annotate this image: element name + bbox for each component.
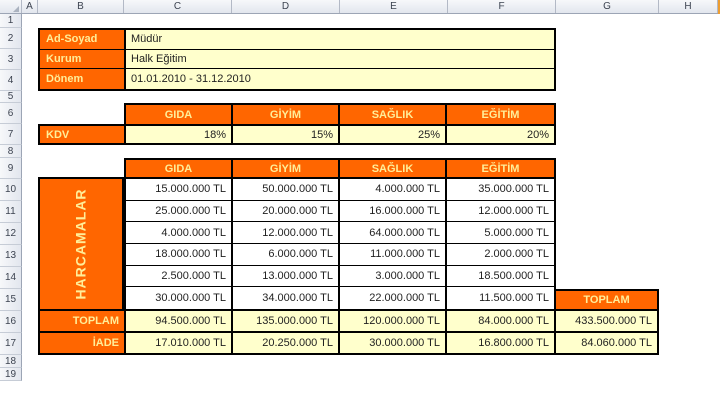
- expense-cell-r1c1[interactable]: 15.000.000 TL: [126, 179, 233, 201]
- expense-cell-r6c1[interactable]: 30.000.000 TL: [126, 287, 233, 309]
- row-header-1[interactable]: 1: [0, 14, 22, 28]
- iade-giyim[interactable]: 20.250.000 TL: [233, 333, 340, 353]
- row-header-4[interactable]: 4: [0, 70, 22, 91]
- row-header-10[interactable]: 10: [0, 179, 22, 201]
- info-row: [40, 30, 554, 50]
- kdv-rate-egitim[interactable]: 20%: [447, 126, 554, 143]
- iade-row: [38, 331, 556, 355]
- row-header-13[interactable]: 13: [0, 245, 22, 267]
- kdv-header-giyim[interactable]: GİYİM: [233, 105, 340, 124]
- column-header-C[interactable]: C: [124, 0, 232, 13]
- expense-cell-r1c4[interactable]: 35.000.000 TL: [447, 179, 554, 201]
- expense-header-row: [124, 158, 556, 179]
- kdv-header-saglik[interactable]: SAĞLIK: [340, 105, 447, 124]
- row-header-9[interactable]: 9: [0, 158, 22, 179]
- column-header-H[interactable]: H: [659, 0, 718, 13]
- toplam-gida[interactable]: 94.500.000 TL: [126, 311, 233, 331]
- expense-cell-r2c2[interactable]: 20.000.000 TL: [233, 201, 340, 223]
- grand-total-header-label: TOPLAM: [583, 294, 630, 306]
- kdv-rate-row: [38, 124, 556, 145]
- kdv-rate-gida[interactable]: 18%: [126, 126, 233, 143]
- row-header-17[interactable]: 17: [0, 333, 22, 355]
- kdv-header-egitim[interactable]: EĞİTİM: [481, 108, 520, 121]
- expense-cell-r6c3[interactable]: 22.000.000 TL: [340, 287, 447, 309]
- kurum-value[interactable]: Halk Eğitim: [131, 52, 187, 65]
- kdv-rate-saglik[interactable]: 25%: [340, 126, 447, 143]
- row-header-2[interactable]: 2: [0, 28, 22, 49]
- info-row: [40, 50, 554, 70]
- row-header-6[interactable]: 6: [0, 103, 22, 124]
- iade-egitim[interactable]: 16.800.000 TL: [447, 333, 554, 353]
- kdv-header-row: [124, 103, 556, 126]
- row-header-19[interactable]: 19: [0, 368, 22, 381]
- expense-header-giyim[interactable]: GİYİM: [233, 160, 340, 177]
- expense-cell-r4c3[interactable]: 11.000.000 TL: [340, 244, 447, 266]
- expense-cell-r3c2[interactable]: 12.000.000 TL: [233, 222, 340, 244]
- expense-header-egitim[interactable]: EĞİTİM: [481, 162, 520, 175]
- row-header-12[interactable]: 12: [0, 223, 22, 245]
- row-header-18[interactable]: 18: [0, 355, 22, 368]
- expense-cell-r4c2[interactable]: 6.000.000 TL: [233, 244, 340, 266]
- row-header-14[interactable]: 14: [0, 267, 22, 289]
- expense-cell-r5c2[interactable]: 13.000.000 TL: [233, 266, 340, 288]
- toplam-row: [38, 309, 556, 333]
- column-header-A[interactable]: A: [22, 0, 38, 13]
- column-header-G[interactable]: G: [556, 0, 659, 13]
- expense-cell-r3c4[interactable]: 5.000.000 TL: [447, 222, 554, 244]
- expense-cell-r3c1[interactable]: 4.000.000 TL: [126, 222, 233, 244]
- harcamalar-merged-cell[interactable]: [38, 177, 124, 311]
- expense-data-grid: [124, 177, 556, 311]
- iade-gida[interactable]: 17.010.000 TL: [126, 333, 233, 353]
- donem-value[interactable]: 01.01.2010 - 31.12.2010: [131, 73, 251, 86]
- expense-cell-r2c4[interactable]: 12.000.000 TL: [447, 201, 554, 223]
- expense-cell-r5c1[interactable]: 2.500.000 TL: [126, 266, 233, 288]
- expense-cell-r4c4[interactable]: 2.000.000 TL: [447, 244, 554, 266]
- expense-cell-r1c3[interactable]: 4.000.000 TL: [340, 179, 447, 201]
- column-header-D[interactable]: D: [232, 0, 340, 13]
- column-header-F[interactable]: F: [448, 0, 556, 13]
- column-header-strip: [0, 0, 718, 14]
- expense-cell-r3c3[interactable]: 64.000.000 TL: [340, 222, 447, 244]
- row-header-7[interactable]: 7: [0, 124, 22, 145]
- expense-header-gida[interactable]: GIDA: [126, 160, 233, 177]
- info-block: [38, 28, 556, 91]
- toplam-saglik[interactable]: 120.000.000 TL: [340, 311, 447, 331]
- kurum-label[interactable]: Kurum: [40, 50, 126, 69]
- row-header-8[interactable]: 8: [0, 145, 22, 158]
- info-row: [40, 69, 554, 89]
- column-header-B[interactable]: B: [38, 0, 124, 13]
- row-header-16[interactable]: 16: [0, 311, 22, 333]
- row-header-11[interactable]: 11: [0, 201, 22, 223]
- expense-header-saglik[interactable]: SAĞLIK: [340, 160, 447, 177]
- donem-label[interactable]: Dönem: [40, 69, 126, 89]
- kdv-label[interactable]: KDV: [40, 126, 126, 143]
- iade-saglik[interactable]: 30.000.000 TL: [340, 333, 447, 353]
- row-header-3[interactable]: 3: [0, 49, 22, 70]
- expense-cell-r6c4[interactable]: 11.500.000 TL: [447, 287, 554, 309]
- expense-cell-r4c1[interactable]: 18.000.000 TL: [126, 244, 233, 266]
- expense-cell-r2c1[interactable]: 25.000.000 TL: [126, 201, 233, 223]
- grand-total-header[interactable]: [554, 289, 659, 311]
- harcamalar-label: HARCAMALAR: [73, 188, 90, 300]
- grand-total-iade-cell[interactable]: 84.060.000 TL: [554, 331, 659, 355]
- ad-soyad-label[interactable]: Ad-Soyad: [40, 30, 126, 49]
- ad-soyad-value[interactable]: Müdür: [131, 33, 163, 46]
- select-all-corner[interactable]: [0, 0, 22, 13]
- kdv-header-gida[interactable]: GIDA: [126, 105, 233, 124]
- expense-cell-r5c4[interactable]: 18.500.000 TL: [447, 266, 554, 288]
- kdv-rate-giyim[interactable]: 15%: [233, 126, 340, 143]
- column-header-E[interactable]: E: [340, 0, 448, 13]
- expense-cell-r2c3[interactable]: 16.000.000 TL: [340, 201, 447, 223]
- grand-total-toplam-cell[interactable]: 433.500.000 TL: [554, 309, 659, 333]
- row-header-15[interactable]: 15: [0, 289, 22, 311]
- row-header-gutter: [0, 14, 22, 381]
- expense-cell-r5c3[interactable]: 3.000.000 TL: [340, 266, 447, 288]
- toplam-row-label[interactable]: TOPLAM: [40, 311, 126, 331]
- expense-cell-r6c2[interactable]: 34.000.000 TL: [233, 287, 340, 309]
- iade-row-label[interactable]: İADE: [40, 333, 126, 353]
- row-header-5[interactable]: 5: [0, 91, 22, 103]
- toplam-giyim[interactable]: 135.000.000 TL: [233, 311, 340, 331]
- expense-cell-r1c2[interactable]: 50.000.000 TL: [233, 179, 340, 201]
- toplam-egitim[interactable]: 84.000.000 TL: [447, 311, 554, 331]
